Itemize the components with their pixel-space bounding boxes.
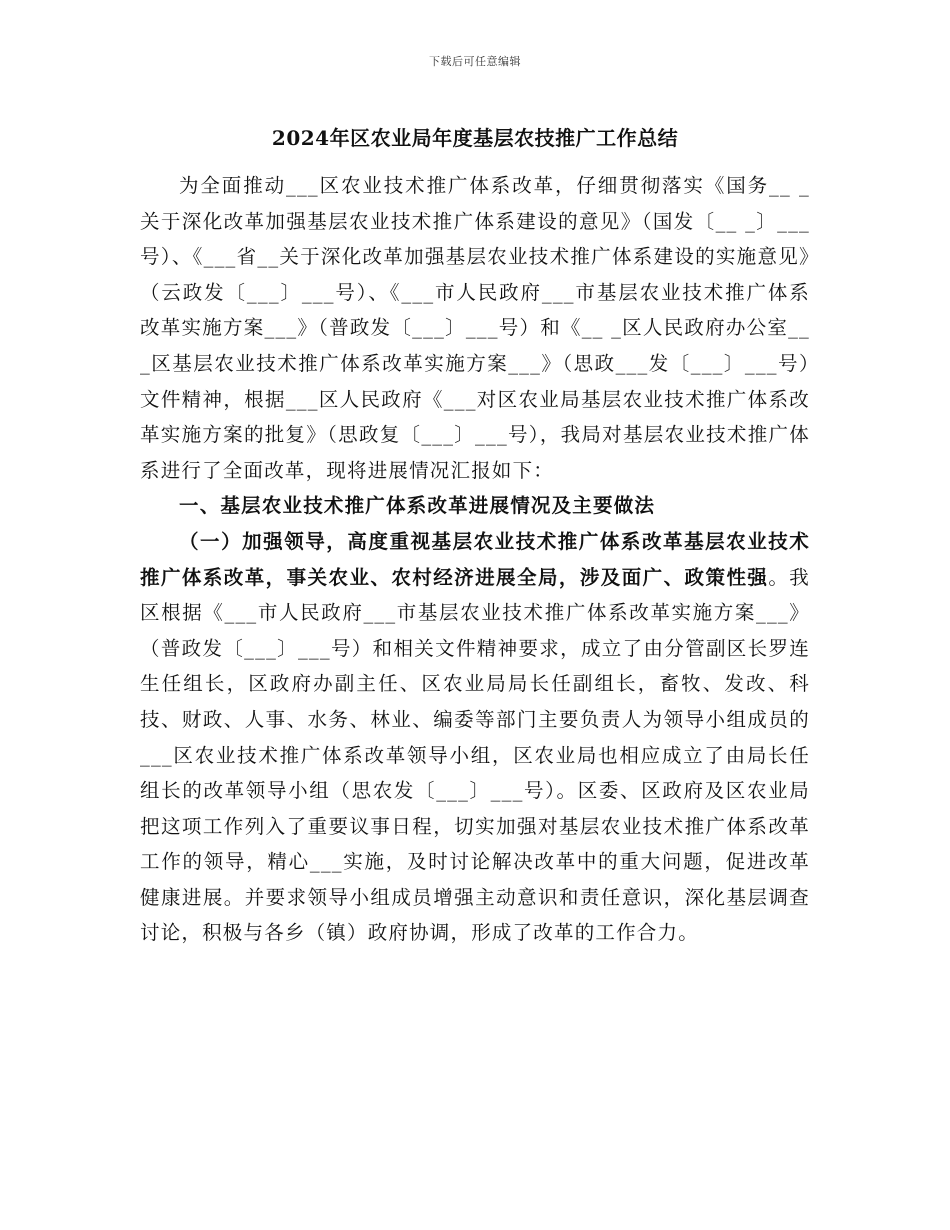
subsection-heading-1: （一）加强领导，高度重视基层农业技术推广体系改革基层农业技术推广体系改革，事关农业、农村经济进展全局，涉及面广、政策性强 bbox=[140, 529, 810, 589]
intro-paragraph: 为全面推动___区农业技术推广体系改革，仔细贯彻落实《国务__ _关于深化改革加强基层农业技术推广体系建设的意见》（国发〔__ _〕___号）、《___省__关于深化改革加强基层农业技术推广体系建设的实施意见》（云政发〔___〕___号）、《___市人民政府___市基层农业技术推广体系改革实施方案___》（普政发〔___〕___号）和《__ _区人民政府办公室___区基层农业技术推广体系改革实施方案___》（思政___发〔___〕___号）文件精神，根据___区人民政府《___对区农业局基层农业技术推广体系改革实施方案的批复》（思政复〔___〕___号），我局对基层农业技术推广体系进行了全面改革，现将进展情况汇报如下： bbox=[140, 174, 810, 482]
subsection-paragraph-1 bbox=[140, 524, 810, 951]
section-heading-1: 一、基层农业技术推广体系改革进展情况及主要做法 bbox=[179, 494, 656, 518]
header-note: 下载后可任意编辑 bbox=[429, 55, 521, 68]
document-title: 2024年区农业局年度基层农技推广工作总结 bbox=[271, 126, 679, 150]
document-body bbox=[140, 168, 810, 951]
subsection-text-1: 。我区根据《___市人民政府___市基层农业技术推广体系改革实施方案___》（普政发〔___〕___号）和相关文件精神要求，成立了由分管副区长罗连生任组长，区政府办副主任、区农业局局长任副组长，畜牧、发改、科技、财政、人事、水务、林业、编委等部门主要负责人为领导小组成员的___区农业技术推广体系改革领导小组，区农业局也相应成立了由局长任组长的改革领导小组（思农发〔___〕___号）。区委、区政府及区农业局把这项工作列入了重要议事日程，切实加强对基层农业技术推广体系改革工作的领导，精心___实施，及时讨论解决改革中的重大问题，促进改革健康进展。并要求领导小组成员增强主动意识和责任意识，深化基层调查讨论，积极与各乡（镇）政府协调，形成了改革的工作合力。 bbox=[140, 565, 810, 945]
